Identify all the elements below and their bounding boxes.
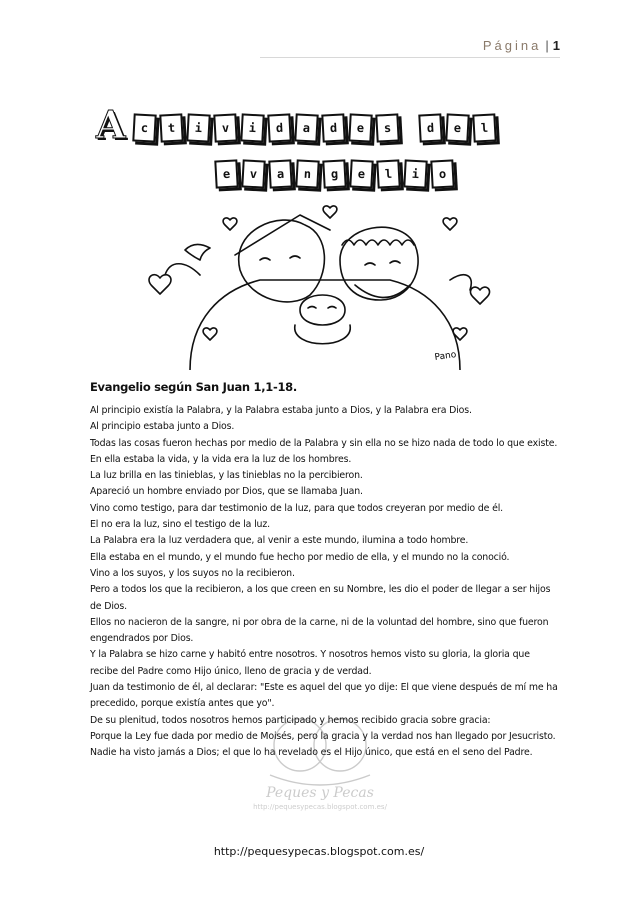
title-letter-tile: a: [295, 113, 319, 142]
verse-line: Vino a los suyos, y los suyos no la recibieron.: [90, 567, 295, 579]
verse-line: Y la Palabra se hizo carne y habitó entre nosotros. Y nosotros hemos visto su gloria, la gloria que recibe del Padre como Hijo único, lleno de gracia y de verdad.: [90, 649, 530, 677]
title-letter-tile: o: [430, 159, 454, 188]
verse-line: Al principio existía la Palabra, y la Palabra estaba junto a Dios, y la Palabra era Dios.: [90, 405, 472, 416]
title-letter-tile: d: [419, 113, 443, 142]
watermark-brand: Peques y Pecas: [266, 785, 374, 801]
page-label: Página: [482, 38, 542, 53]
title-letter-tile: e: [446, 113, 470, 142]
verse-line: Nadie ha visto jamás a Dios; el que lo ha revelado es el Hijo único, que está en el seno del Padre.: [90, 747, 533, 759]
title-line-1: [96, 102, 556, 147]
verse-line: De su plenitud, todos nosotros hemos participado y hemos recibido gracia sobre gracia:: [90, 714, 491, 726]
verse-line: El no era la luz, sino el testigo de la luz.: [90, 519, 270, 531]
verse-line: Vino como testigo, para dar testimonio de la luz, para que todos creyeran por medio de él.: [90, 502, 503, 514]
title-letter-tile: i: [241, 113, 265, 142]
verse-line: La Palabra era la luz verdadera que, al venir a este mundo, ilumina a todo hombre.: [90, 535, 469, 547]
title-letter-tile: v: [241, 159, 265, 188]
verse-line: La luz brilla en las tinieblas, y las tinieblas no la percibieron.: [90, 470, 363, 482]
verse-line: Ellos no nacieron de la sangre, ni por obra de la carne, ni de la voluntad del hombre, sino que fueron engendrados por Dios.: [90, 616, 549, 645]
title-line-2: [96, 152, 556, 188]
title-initial: A: [96, 102, 126, 147]
verse-line: En ella estaba la vida, y la vida era la luz de los hombres.: [90, 453, 352, 465]
family-illustration: [130, 200, 510, 370]
title-letter-tile: n: [295, 159, 319, 188]
watermark-url: http://pequesypecas.blogspot.com.es/: [253, 803, 387, 811]
header-divider: [260, 57, 560, 58]
title-letter-tile: e: [349, 159, 373, 188]
title-letter-tile: d: [268, 113, 292, 142]
page-header: Página | 1: [482, 38, 560, 53]
title-letter-tile: s: [376, 113, 400, 142]
title-letter-tile: i: [187, 113, 211, 142]
watermark-logo: [210, 705, 430, 815]
gospel-reference: Evangelio según San Juan 1,1-18.: [90, 380, 297, 394]
illustrator-signature: Pano: [434, 350, 457, 363]
footer-link[interactable]: http://pequesypecas.blogspot.com.es/: [213, 845, 425, 858]
title-letter-tile: l: [473, 113, 497, 142]
verse-line: Ella estaba en el mundo, y el mundo fue hecho por medio de ella, y el mundo no la conoció.: [90, 551, 510, 563]
page-title: [96, 102, 556, 198]
title-letter-tile: t: [160, 113, 184, 142]
title-letter-tile: e: [214, 159, 238, 188]
title-letter-tile: a: [268, 159, 292, 188]
verse-line: Todas las cosas fueron hechas por medio de la Palabra y sin ella no se hizo nada de todo lo que existe.: [90, 437, 558, 449]
verse-line: Porque la Ley fue dada por medio de Moisés, pero la gracia y la verdad nos han llegado por Jesucristo.: [90, 730, 556, 742]
verse-line: Pero a todos los que la recibieron, a los que creen en su Nombre, les dio el poder de llegar a ser hijos de Dios.: [90, 584, 551, 612]
title-letter-tile: d: [322, 113, 346, 142]
title-letter-tile: e: [349, 113, 373, 142]
title-letter-tile: l: [376, 159, 400, 188]
verse-line: Apareció un hombre enviado por Dios, que se llamaba Juan.: [90, 486, 363, 498]
verse-line: Al principio estaba junto a Dios.: [90, 421, 235, 433]
page-number: 1: [552, 38, 560, 53]
title-letter-tile: i: [403, 159, 427, 188]
title-letter-tile: c: [133, 113, 157, 142]
title-letter-tile: g: [322, 159, 346, 188]
verse-line: Juan da testimonio de él, al declarar: "Este es aquel del que yo dije: El que viene después de mí me ha precedido, porque existía antes que yo".: [90, 682, 558, 710]
title-letter-tile: v: [214, 113, 238, 142]
